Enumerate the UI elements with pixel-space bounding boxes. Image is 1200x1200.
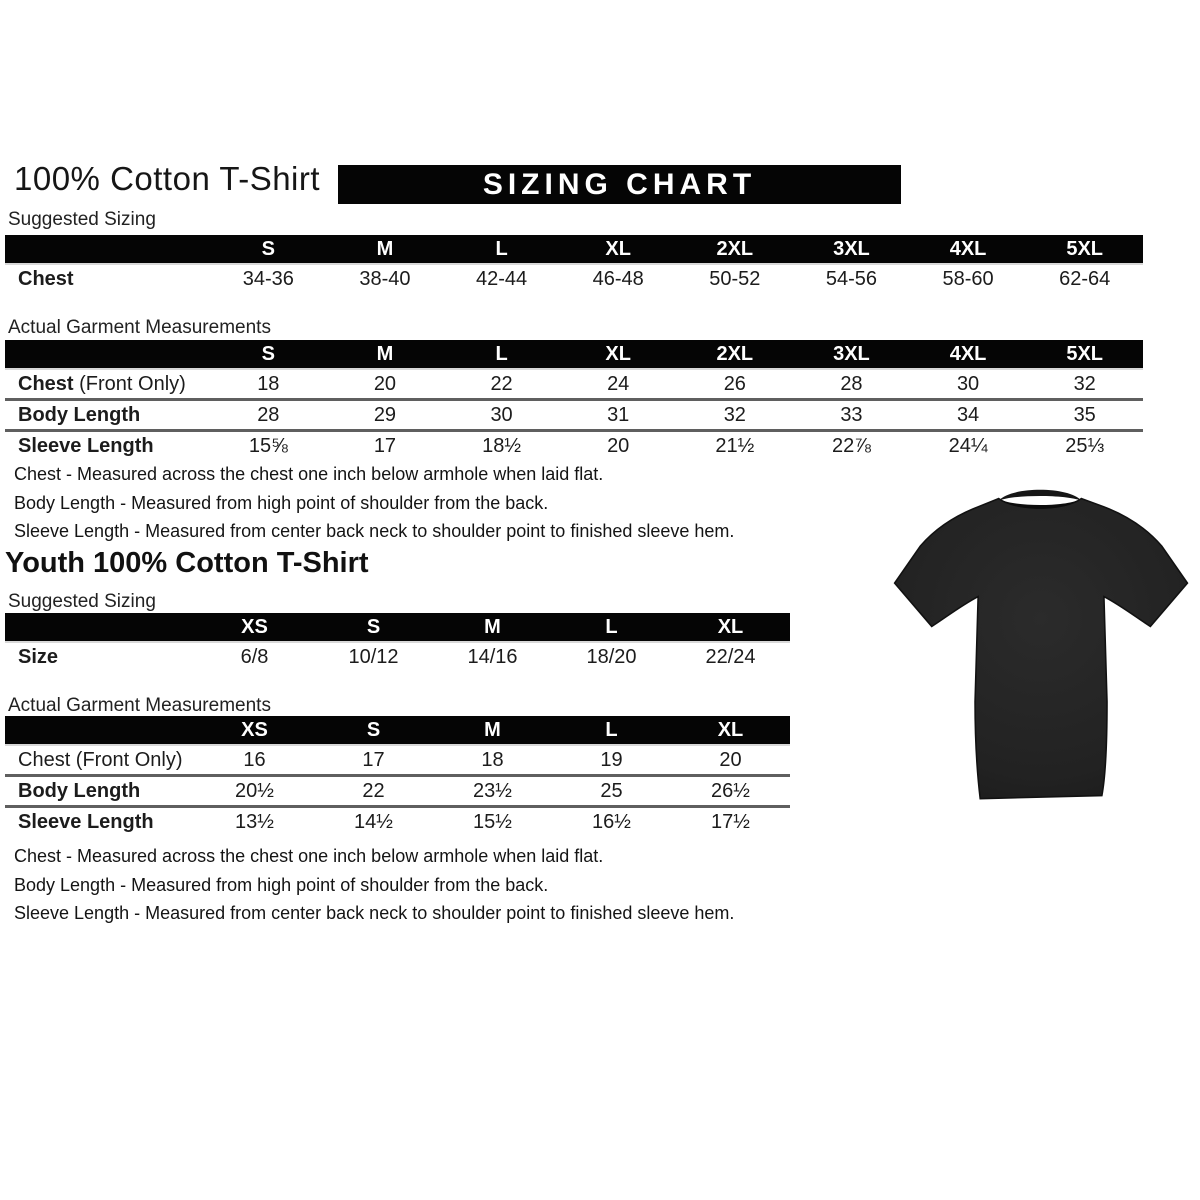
value-cell: 62-64: [1059, 267, 1111, 290]
size-column-header: XS: [241, 615, 268, 638]
table-header-row: [5, 716, 790, 746]
value-cell: 34: [956, 403, 980, 426]
table-row: [5, 429, 1143, 460]
row-label: Sleeve Length: [18, 434, 154, 457]
youth-section-title: Youth 100% Cotton T-Shirt: [5, 547, 369, 579]
value-cell: 54-56: [825, 267, 878, 290]
table-row: [5, 774, 790, 805]
value-cell: 17: [362, 748, 385, 771]
size-column-header: XL: [605, 237, 631, 260]
table-row: [5, 643, 790, 671]
value-cell: 6/8: [240, 645, 269, 668]
value-cell: 13½: [235, 810, 274, 833]
adult-suggested-sizing-label: Suggested Sizing: [8, 209, 156, 230]
measurement-note: Chest - Measured across the chest one inch below armhole when laid flat.: [14, 464, 604, 484]
tshirt-body: [895, 499, 1188, 799]
value-cell: 20: [373, 372, 397, 395]
value-cell: 18½: [482, 434, 522, 457]
size-column-header: M: [376, 342, 394, 365]
size-column-header: 3XL: [833, 342, 870, 365]
table-row: [5, 398, 1143, 429]
value-cell: 35: [1073, 403, 1096, 426]
sizing-chart-banner: [338, 165, 901, 204]
value-cell: 50-52: [709, 267, 761, 290]
row-label: Body Length: [18, 779, 141, 802]
size-column-header: 2XL: [716, 342, 754, 365]
value-cell: 10/12: [348, 645, 399, 668]
size-column-header: XL: [605, 342, 631, 365]
value-cell: 31: [607, 403, 630, 426]
measurement-note: Chest - Measured across the chest one inch below armhole when laid flat.: [14, 846, 604, 866]
measurement-note: Sleeve Length - Measured from center back neck to shoulder point to finished sleeve hem.: [14, 521, 735, 541]
measurement-note: Sleeve Length - Measured from center back neck to shoulder point to finished sleeve hem.: [14, 903, 735, 923]
value-cell: 14/16: [467, 645, 518, 668]
value-cell: 17½: [711, 810, 750, 833]
value-cell: 25: [600, 779, 623, 802]
table-header-row: [5, 340, 1143, 370]
youth-measurements-table: [5, 716, 790, 836]
value-cell: 38-40: [359, 267, 411, 290]
value-cell: 20: [607, 434, 630, 457]
table-header-row: [5, 235, 1143, 265]
value-cell: 16: [243, 748, 266, 771]
size-column-header: 3XL: [833, 237, 870, 260]
table-row: [5, 805, 790, 836]
value-cell: 28: [257, 403, 280, 426]
value-cell: 22: [490, 372, 513, 395]
table-header-row: [5, 613, 790, 643]
value-cell: 21½: [715, 434, 755, 457]
value-cell: 18: [257, 372, 280, 395]
size-column-header: 5XL: [1066, 342, 1104, 365]
size-column-header: S: [366, 615, 381, 638]
size-column-header: 2XL: [716, 237, 754, 260]
adult-measurement-notes: [14, 460, 734, 546]
size-column-header: L: [605, 615, 618, 638]
row-label: Chest (Front Only): [18, 372, 186, 395]
size-column-header: L: [495, 237, 508, 260]
value-cell: 32: [1073, 372, 1096, 395]
youth-measurements-label: Actual Garment Measurements: [8, 695, 271, 716]
row-label: Chest (Front Only): [18, 748, 183, 771]
tshirt-collar: [999, 490, 1082, 501]
row-label: Chest: [18, 267, 74, 290]
value-cell: 32: [723, 403, 746, 426]
value-cell: 17: [373, 434, 397, 457]
size-column-header: S: [261, 237, 275, 260]
size-column-header: XL: [717, 615, 744, 638]
size-column-header: M: [484, 718, 501, 741]
value-cell: 29: [373, 403, 397, 426]
size-column-header: L: [495, 342, 508, 365]
value-cell: 14½: [354, 810, 393, 833]
table-row: [5, 370, 1143, 398]
table-row: [5, 265, 1143, 293]
page-title: 100% Cotton T-Shirt: [14, 160, 321, 197]
adult-suggested-sizing-table: [5, 235, 1143, 293]
value-cell: 26½: [711, 779, 750, 802]
size-column-header: 5XL: [1066, 237, 1104, 260]
value-cell: 33: [840, 403, 863, 426]
value-cell: 20½: [235, 779, 274, 802]
value-cell: 19: [600, 748, 623, 771]
table-row: [5, 746, 790, 774]
value-cell: 24¼: [948, 434, 988, 457]
value-cell: 58-60: [942, 267, 994, 290]
size-column-header: XL: [717, 718, 744, 741]
value-cell: 24: [607, 372, 630, 395]
size-column-header: M: [376, 237, 394, 260]
size-column-header: M: [484, 615, 501, 638]
youth-suggested-sizing-table: [5, 613, 790, 671]
value-cell: 23½: [473, 779, 512, 802]
youth-suggested-sizing-label: Suggested Sizing: [8, 591, 156, 612]
adult-measurements-label: Actual Garment Measurements: [8, 317, 271, 338]
tshirt-graphic: [885, 480, 1195, 810]
value-cell: 16½: [592, 810, 631, 833]
row-label: Body Length: [18, 403, 141, 426]
sizing-chart-banner-label: SIZING CHART: [482, 167, 757, 201]
row-label: Size: [18, 645, 59, 668]
value-cell: 25⅓: [1065, 434, 1105, 457]
youth-measurement-notes: [14, 842, 734, 928]
measurement-note: Body Length - Measured from high point of shoulder from the back.: [14, 874, 549, 895]
size-column-header: 4XL: [949, 342, 987, 365]
value-cell: 34-36: [242, 267, 294, 290]
size-column-header: XS: [241, 718, 268, 741]
value-cell: 22/24: [705, 645, 756, 668]
value-cell: 18/20: [586, 645, 637, 668]
value-cell: 30: [490, 403, 513, 426]
value-cell: 15⅝: [248, 434, 288, 457]
value-cell: 15½: [473, 810, 512, 833]
adult-measurements-table: [5, 340, 1143, 460]
measurement-note: Body Length - Measured from high point of shoulder from the back.: [14, 492, 549, 513]
value-cell: 26: [723, 372, 746, 395]
size-column-header: 4XL: [949, 237, 987, 260]
value-cell: 46-48: [592, 267, 644, 290]
tshirt-image: [885, 480, 1195, 810]
value-cell: 30: [956, 372, 980, 395]
size-column-header: S: [261, 342, 275, 365]
value-cell: 22⅞: [831, 434, 871, 457]
value-cell: 28: [840, 372, 863, 395]
value-cell: 22: [362, 779, 385, 802]
row-label: Sleeve Length: [18, 810, 154, 833]
value-cell: 18: [481, 748, 504, 771]
size-column-header: L: [605, 718, 618, 741]
size-column-header: S: [366, 718, 381, 741]
value-cell: 20: [719, 748, 742, 771]
value-cell: 42-44: [475, 267, 528, 290]
